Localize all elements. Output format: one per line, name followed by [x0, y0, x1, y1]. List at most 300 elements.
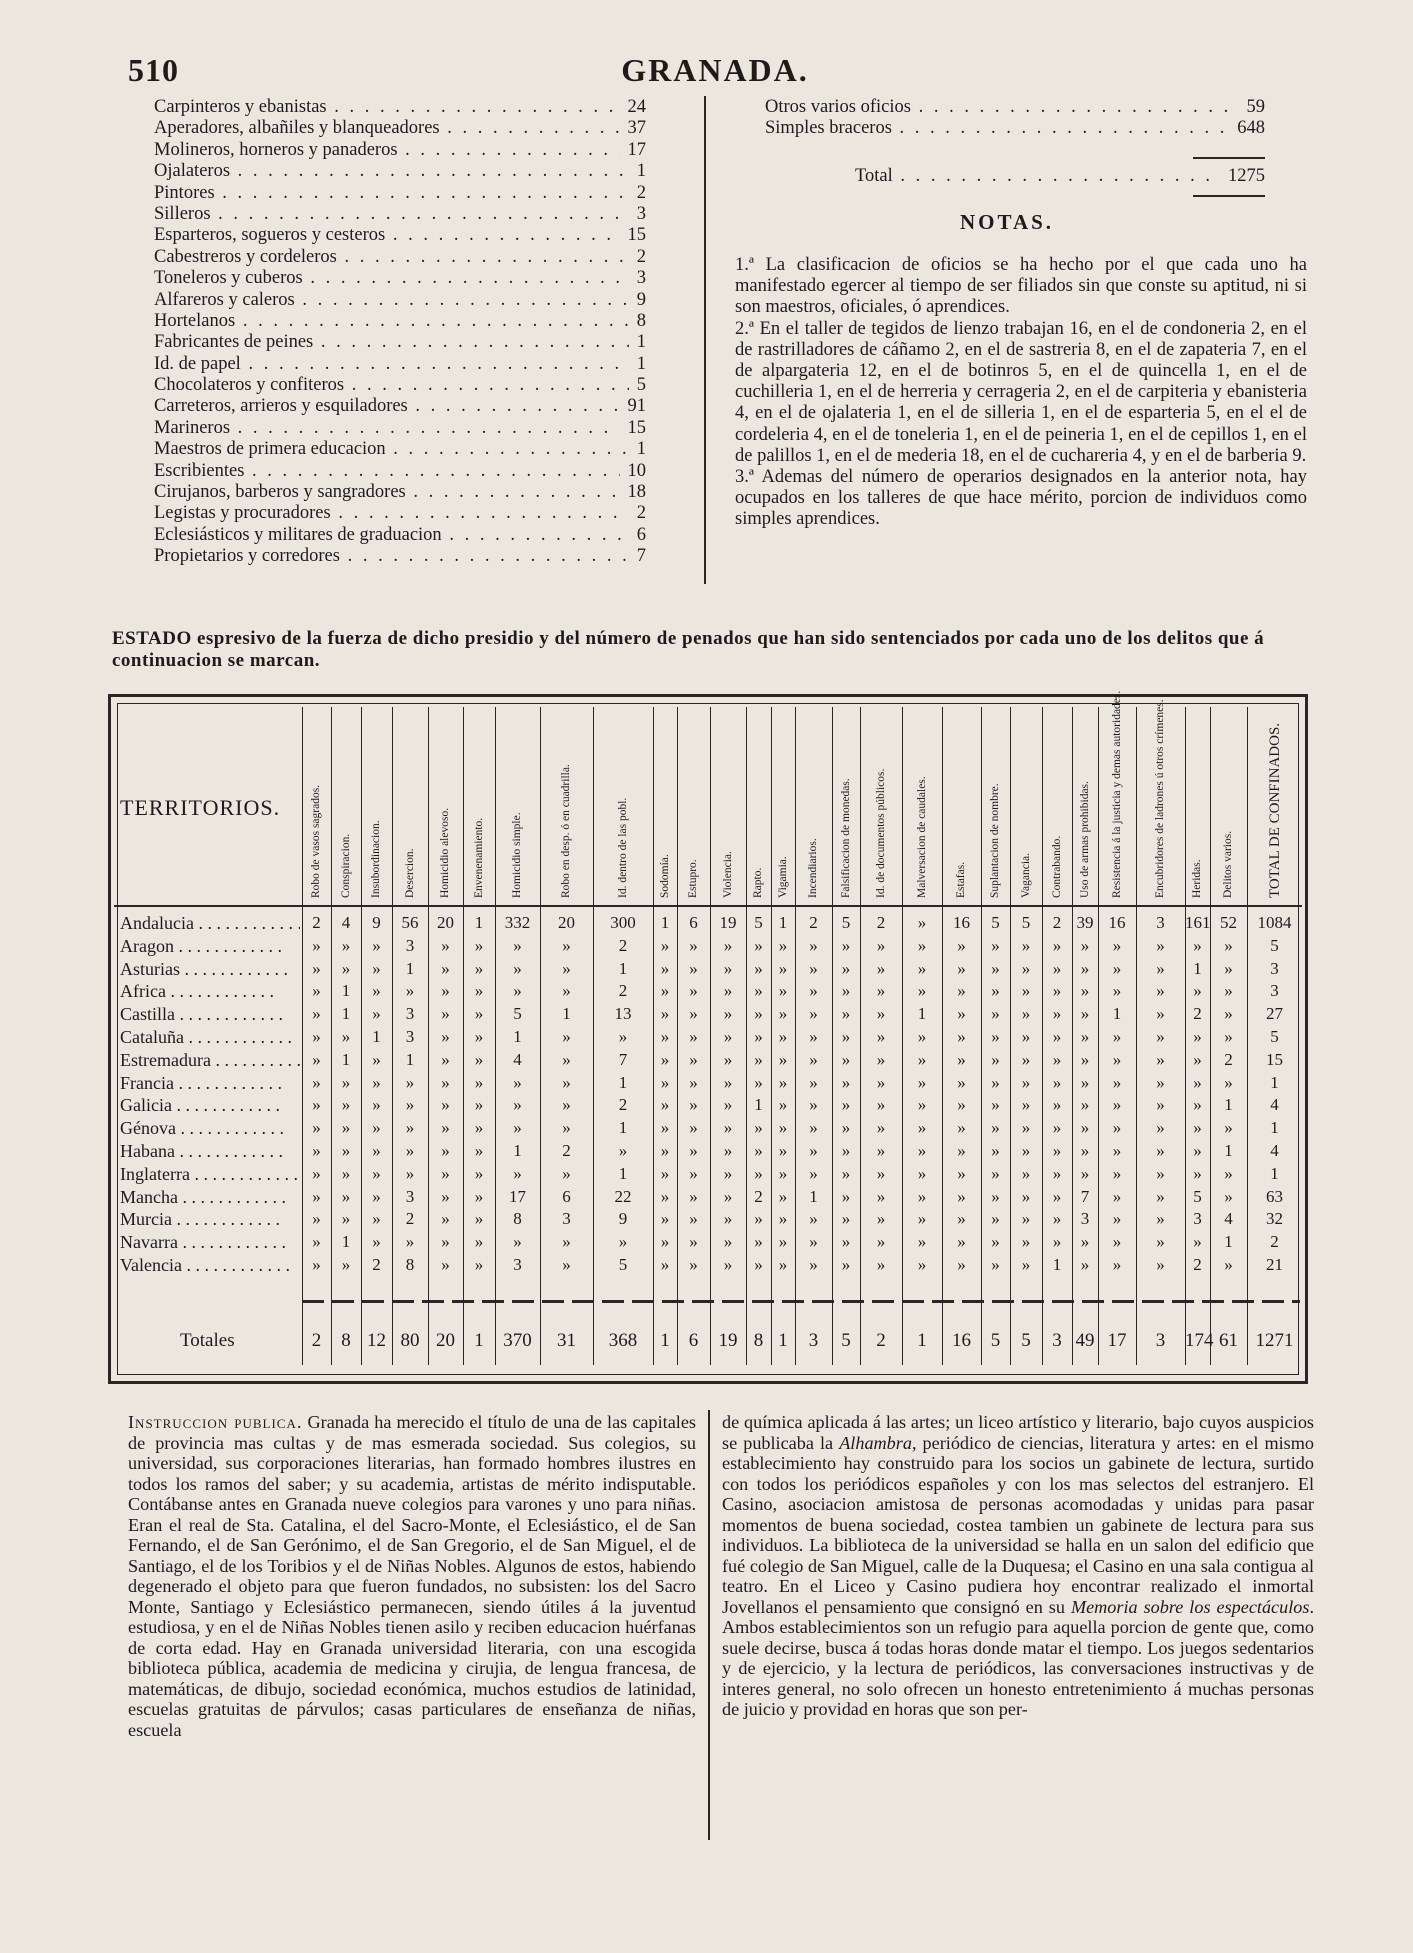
table-cell: 1	[618, 958, 628, 978]
table-cell: »	[562, 1163, 571, 1183]
occupation-label: Escribientes . . .	[154, 461, 646, 482]
table-cell: »	[1080, 1027, 1090, 1046]
column-header-label: Homicidio alevoso.	[439, 807, 451, 898]
table-cell: »	[660, 1049, 670, 1069]
table-cell: 1	[1224, 1232, 1233, 1252]
table-cell: »	[513, 1095, 522, 1115]
table-cell: »	[660, 1209, 670, 1229]
table-cell: »	[841, 1209, 851, 1229]
table-row	[116, 1140, 1302, 1163]
table-cell: »	[991, 1049, 1000, 1069]
table-cell: »	[723, 1118, 733, 1138]
totals-cell: 16	[952, 1330, 971, 1351]
occupation-label: Carpinteros y ebanistas . . .	[154, 97, 646, 118]
totals-cell: 1	[474, 1330, 484, 1351]
table-cell: »	[754, 1004, 763, 1024]
table-cell: »	[1156, 1186, 1165, 1206]
table-cell: »	[754, 1141, 763, 1160]
table-cell: »	[809, 1232, 818, 1252]
occupation-value: 8	[629, 311, 646, 332]
table-cell: »	[754, 1072, 763, 1092]
occupation-label: Propietarios y corredores . . .	[154, 546, 646, 567]
table-cell: 5	[754, 913, 763, 932]
table-cell: »	[809, 1072, 818, 1092]
totals-cell: 2	[311, 1330, 322, 1351]
table-row	[116, 1072, 1302, 1095]
table-cell: »	[991, 1118, 1000, 1138]
territory-name: Galicia . . .	[120, 1094, 300, 1117]
table-cell: »	[1080, 1004, 1090, 1024]
table-cell: »	[474, 1255, 484, 1274]
table-cell: »	[1112, 958, 1122, 978]
table-cell: »	[312, 1186, 321, 1206]
total-label: Total . . .	[855, 166, 1265, 186]
table-cell: »	[754, 1255, 763, 1274]
table-cell: »	[778, 1027, 788, 1046]
table-cell: »	[917, 1163, 927, 1183]
occupation-row	[154, 268, 646, 289]
table-cell: »	[809, 1049, 818, 1069]
table-cell: »	[754, 1209, 763, 1229]
table-cell: 3	[405, 935, 415, 955]
table-cell: »	[341, 1209, 351, 1229]
table-cell: »	[917, 981, 927, 1001]
table-cell: 1	[341, 981, 351, 1001]
note-1: 1.ª La clasificacion de oficios se ha hecho por el que cada uno ha manifestado egercer al tiempo de ser filiados sin que conste su aptitud, ni si son maestros, oficiales, ó aprendices.	[735, 255, 1307, 318]
table-cell: »	[1193, 935, 1202, 955]
table-cell: 1	[618, 1072, 628, 1092]
table-cell: »	[474, 1027, 484, 1046]
table-cell: »	[1080, 958, 1090, 978]
table-cell: »	[1224, 1004, 1233, 1024]
column-header	[795, 715, 832, 900]
occupation-label: Esparteros, sogueros y cesteros . . .	[154, 225, 646, 246]
column-header	[710, 715, 746, 900]
table-cell: »	[441, 1141, 450, 1160]
table-cell: »	[372, 1186, 381, 1206]
table-cell: »	[723, 935, 733, 955]
table-cell: »	[405, 1163, 415, 1183]
totals-cell: 3	[1052, 1330, 1062, 1351]
table-cell: »	[1156, 1072, 1165, 1092]
table-cell: »	[991, 981, 1000, 1001]
column-header	[653, 715, 677, 900]
table-cell: »	[312, 1163, 321, 1183]
column-header	[1136, 698, 1185, 900]
table-cell: »	[754, 1232, 763, 1252]
table-cell: »	[1052, 1118, 1062, 1138]
table-cell: 5	[991, 913, 1000, 932]
table-cell: 2	[1193, 1004, 1202, 1024]
table-cell: »	[957, 1027, 966, 1046]
table-cell: »	[754, 1027, 763, 1046]
occupation-value: 3	[629, 268, 646, 289]
territory-name: Inglaterra . . .	[120, 1163, 300, 1186]
table-cell: »	[562, 1095, 571, 1115]
table-cell: »	[841, 1004, 851, 1024]
table-cell: »	[1112, 1072, 1122, 1092]
table-cell: »	[1080, 1141, 1090, 1160]
table-cell: 3	[1080, 1209, 1090, 1229]
table-cell: »	[372, 981, 381, 1001]
table-cell: »	[1052, 1163, 1062, 1183]
occupation-value: 1	[629, 439, 646, 460]
table-cell: »	[1112, 1118, 1122, 1138]
total-row	[855, 166, 1265, 187]
table-cell: »	[1156, 981, 1165, 1001]
table-cell: »	[660, 1186, 670, 1206]
table-cell: »	[809, 1118, 818, 1138]
occupation-label: Aperadores, albañiles y blanqueadores . . .	[154, 118, 646, 139]
table-cell: »	[841, 1027, 851, 1046]
table-row	[116, 1208, 1302, 1231]
table-cell: 19	[719, 913, 737, 932]
table-cell: »	[1224, 1072, 1233, 1092]
table-cell: »	[341, 1163, 351, 1183]
table-cell: »	[991, 958, 1000, 978]
column-header-label: Heridas.	[1191, 858, 1203, 898]
table-cell: »	[809, 1027, 818, 1046]
table-cell: »	[372, 1118, 381, 1138]
table-cell: »	[1112, 935, 1122, 955]
table-cell: »	[372, 1232, 381, 1252]
table-cell: »	[809, 935, 818, 955]
table-cell: »	[474, 1118, 484, 1138]
occupation-value: 5	[629, 375, 646, 396]
table-cell: »	[312, 1209, 321, 1229]
column-header-label: Delitos varios.	[1222, 830, 1234, 898]
column-header-label: Desercion.	[403, 848, 416, 898]
right-text-before: de química aplicada á las artes; un liceo artístico y literario, bajo cuyos auspicios se publicaba la	[722, 1412, 1314, 1453]
table-cell: 4	[513, 1049, 522, 1069]
column-header	[361, 715, 392, 900]
table-cell: »	[312, 958, 321, 978]
occupation-value: 2	[629, 183, 646, 204]
occupation-row	[154, 311, 646, 332]
column-header	[495, 715, 540, 900]
occupation-label: Chocolateros y confiteros . . .	[154, 375, 646, 396]
table-cell: 332	[504, 913, 531, 932]
table-cell: »	[723, 1095, 733, 1115]
table-row	[116, 1049, 1302, 1072]
table-cell: »	[841, 1095, 851, 1115]
table-cell: »	[660, 1255, 670, 1274]
table-cell: 5	[1193, 1186, 1202, 1206]
table-cell: »	[660, 958, 670, 978]
table-cell: »	[876, 1049, 886, 1069]
totals-cell: 1271	[1255, 1330, 1294, 1351]
occupations-left-list	[154, 97, 646, 568]
column-header-label: Vigamia.	[776, 855, 789, 898]
table-cell: 15	[1266, 1049, 1283, 1069]
table-cell: »	[1080, 935, 1090, 955]
table-cell: »	[778, 1141, 788, 1160]
table-cell: »	[841, 1186, 851, 1206]
table-cell: »	[917, 1072, 927, 1092]
table-cell: »	[876, 1072, 886, 1092]
table-row	[116, 1003, 1302, 1026]
table-cell: »	[1021, 1255, 1031, 1274]
table-cell: 1	[372, 1027, 381, 1046]
occupation-value: 7	[629, 546, 646, 567]
table-cell: 3	[405, 1027, 415, 1046]
territory-name: Africa . . .	[120, 980, 300, 1003]
occupation-value: 1	[629, 354, 646, 375]
totals-cell: 80	[400, 1330, 420, 1351]
table-cell: »	[809, 981, 818, 1001]
table-cell: »	[660, 981, 670, 1001]
table-cell: »	[441, 1255, 450, 1274]
table-cell: 17	[509, 1186, 526, 1206]
table-cell: 16	[953, 913, 970, 932]
total-rule-bottom	[1193, 195, 1265, 197]
table-cell: »	[562, 1027, 571, 1046]
table-cell: »	[1052, 1232, 1062, 1252]
totals-cell: 1	[917, 1330, 927, 1351]
table-cell: »	[778, 1004, 788, 1024]
table-cell: »	[341, 958, 351, 978]
occupation-value: 1	[629, 332, 646, 353]
table-cell: »	[312, 981, 321, 1001]
column-header	[860, 715, 902, 900]
table-cell: »	[689, 1027, 698, 1046]
table-cell: »	[1193, 1141, 1202, 1160]
occupation-row	[154, 396, 646, 417]
table-cell: »	[341, 1118, 351, 1138]
table-cell: »	[809, 1163, 818, 1183]
column-header	[463, 715, 495, 900]
table-cell: »	[957, 1095, 966, 1115]
table-cell: »	[405, 1118, 415, 1138]
table-cell: 1	[1270, 1118, 1279, 1138]
table-cell: »	[917, 1232, 927, 1252]
memoria-title: Memoria sobre los espectáculos	[1070, 1596, 1310, 1617]
table-cell: »	[917, 1255, 927, 1274]
table-cell: »	[689, 1072, 698, 1092]
territory-name: Habana . . .	[120, 1140, 300, 1163]
table-cell: »	[1224, 1027, 1233, 1046]
table-cell: »	[1021, 1163, 1031, 1183]
column-header-label: Contrabando.	[1050, 835, 1063, 898]
table-cell: »	[618, 1141, 628, 1160]
table-cell: »	[618, 1027, 628, 1046]
table-cell: »	[1156, 1118, 1165, 1138]
table-cell: »	[778, 1095, 788, 1115]
occupation-extra-label: Simples braceros . . .	[765, 118, 1265, 139]
table-cell: »	[1080, 1118, 1090, 1138]
table-cell: »	[754, 958, 763, 978]
table-cell: »	[341, 1141, 351, 1160]
table-cell: »	[441, 1095, 450, 1115]
table-cell: »	[689, 1186, 698, 1206]
table-cell: 7	[618, 1049, 628, 1069]
table-cell: »	[405, 1232, 415, 1252]
column-header-label: Violencia.	[721, 850, 734, 898]
table-cell: »	[723, 1255, 733, 1274]
occupation-value: 9	[629, 290, 646, 311]
column-header	[981, 715, 1010, 900]
table-cell: »	[991, 1027, 1000, 1046]
table-cell: »	[1193, 1232, 1202, 1252]
table-cell: 1	[341, 1004, 351, 1024]
table-cell: »	[660, 1163, 670, 1183]
occupation-label: Id. de papel . . .	[154, 354, 646, 375]
occupation-extra-value: 648	[1229, 118, 1265, 139]
table-cell: »	[754, 981, 763, 1001]
totals-cell: 61	[1219, 1330, 1238, 1351]
column-header-label: Id. dentro de las pobl.	[616, 797, 629, 898]
table-cell: 1084	[1257, 913, 1292, 932]
table-cell: »	[1156, 958, 1165, 978]
table-row	[116, 958, 1302, 981]
table-cell: »	[991, 935, 1000, 955]
table-cell: »	[876, 1163, 886, 1183]
territory-name: Estremadura . . .	[120, 1049, 300, 1072]
table-cell: »	[441, 1232, 450, 1252]
table-cell: »	[876, 935, 886, 955]
table-cell: »	[312, 1049, 321, 1069]
occupation-extra-row	[765, 97, 1265, 118]
occupation-value: 15	[620, 225, 647, 246]
table-cell: 4	[1270, 1095, 1279, 1115]
table-cell: »	[372, 1095, 381, 1115]
table-cell: »	[341, 1027, 351, 1046]
table-cell: »	[723, 1004, 733, 1024]
totals-cell: 12	[367, 1330, 386, 1351]
table-cell: 4	[1224, 1209, 1233, 1229]
column-header	[746, 715, 771, 900]
table-cell: 1	[1224, 1095, 1233, 1115]
table-cell: »	[1021, 1004, 1031, 1024]
table-cell: »	[876, 1186, 886, 1206]
table-cell: »	[1052, 958, 1062, 978]
occupation-value: 91	[620, 396, 647, 417]
column-header-label: Id. de documentos públicos.	[874, 768, 887, 898]
table-cell: 1	[562, 1004, 571, 1024]
territory-name: Navarra . . .	[120, 1231, 300, 1254]
column-header	[1210, 715, 1247, 900]
table-header-rule	[114, 905, 1302, 907]
table-cell: »	[1052, 1004, 1062, 1024]
table-cell: »	[372, 1209, 381, 1229]
table-cell: »	[778, 935, 788, 955]
table-cell: »	[991, 1141, 1000, 1160]
table-cell: »	[1080, 1049, 1090, 1069]
table-cell: »	[1080, 1232, 1090, 1252]
table-cell: »	[1156, 1095, 1165, 1115]
table-cell: 1	[1270, 1163, 1279, 1183]
occupation-value: 17	[620, 140, 647, 161]
table-cell: »	[1052, 1049, 1062, 1069]
table-cell: »	[778, 958, 788, 978]
table-cell: »	[754, 935, 763, 955]
table-cell: 27	[1266, 1004, 1283, 1024]
table-cell: »	[689, 1255, 698, 1274]
table-cell: »	[562, 958, 571, 978]
occupation-value: 2	[629, 503, 646, 524]
table-row	[116, 1026, 1302, 1049]
table-cell: »	[723, 1232, 733, 1252]
table-cell: »	[441, 1163, 450, 1183]
table-cell: 1	[1270, 1072, 1279, 1092]
table-cell: »	[441, 1049, 450, 1069]
occupation-label: Alfareros y caleros . . .	[154, 290, 646, 311]
table-cell: »	[689, 1141, 698, 1160]
table-cell: »	[312, 1095, 321, 1115]
column-header	[593, 715, 653, 900]
occupation-row	[154, 482, 646, 503]
occupation-value: 6	[629, 525, 646, 546]
table-cell: »	[1156, 1163, 1165, 1183]
table-cell: »	[1052, 935, 1062, 955]
table-cell: »	[1080, 1072, 1090, 1092]
table-cell: »	[876, 958, 886, 978]
table-cell: »	[917, 1118, 927, 1138]
table-cell: »	[312, 935, 321, 955]
table-cell: »	[841, 1255, 851, 1274]
table-cell: »	[1021, 1232, 1031, 1252]
table-cell: »	[341, 935, 351, 955]
occupation-row	[154, 525, 646, 546]
table-cell: »	[1193, 1049, 1202, 1069]
table-cell: 2	[809, 913, 818, 932]
table-cell: 3	[405, 1004, 415, 1024]
table-cell: 1	[1193, 958, 1202, 978]
table-cell: 63	[1266, 1186, 1283, 1206]
table-cell: »	[809, 958, 818, 978]
table-cell: »	[1193, 1095, 1202, 1115]
occupation-row	[154, 225, 646, 246]
table-cell: »	[405, 1072, 415, 1092]
table-cell: »	[474, 958, 484, 978]
territory-name: Mancha . . .	[120, 1186, 300, 1209]
table-cell: 2	[618, 981, 628, 1001]
table-cell: 2	[876, 913, 886, 932]
table-cell: 20	[437, 913, 454, 932]
left-column-body: Granada ha merecido el título de una de las capitales de provincia mas cultas y de mas esmerada sociedad. Sus colegios, su universidad, sus corporaciones literarias, han formado hombres ilustres en todos los ramos del saber; y su academia, artistas de mérito indisputable. Contábanse antes en Granada nueve colegios para varones y uno para niñas. Eran el real de Sta. Catalina, el del Sacro-Monte, el Eclesiástico, el de San Fernando, el de San Gerónimo, el de San Gregorio, el de San Miguel, el de Santiago, el de los Toribios y el de Niñas Nobles. Algunos de estos, habiendo degenerado el objeto para que fueron fundados, no subsisten: los del Sacro Monte, Santiago y Eclesiástico permanecen, siendo útiles á la juventud estudiosa, y en el de Niñas Nobles tienen asilo y reciben educacion huérfanas de corta edad. Hay en Granada universidad literaria, con una escogida biblioteca pública, academia de medicina y cirujia, de lengua francesa, de matemáticas, de dibujo, sociedad económica, muchos estudios de latinidad, escuelas gratuitas de párvulos; casas particulares de enseñanza de niñas, escuela	[128, 1412, 696, 1740]
table-cell: 2	[1224, 1049, 1233, 1069]
occupation-label: Legistas y procuradores . . .	[154, 503, 646, 524]
table-cell: »	[441, 981, 450, 1001]
table-cell: »	[841, 981, 851, 1001]
page-number: 510	[128, 52, 179, 88]
totals-row	[116, 1328, 1302, 1354]
territory-name: Francia . . .	[120, 1072, 300, 1095]
table-cell: »	[876, 1209, 886, 1229]
table-row	[116, 1163, 1302, 1186]
table-cell: »	[689, 1004, 698, 1024]
table-cell: »	[841, 1118, 851, 1138]
table-cell: 6	[689, 913, 698, 932]
table-cell: »	[474, 1072, 484, 1092]
table-cell: »	[474, 1209, 484, 1229]
table-cell: »	[1156, 1209, 1165, 1229]
table-cell: 7	[1080, 1186, 1090, 1206]
notes	[735, 255, 1307, 531]
table-cell: »	[405, 1095, 415, 1115]
table-cell: »	[1112, 1049, 1122, 1069]
table-cell: »	[1156, 1141, 1165, 1160]
table-cell: »	[723, 1049, 733, 1069]
table-cell: »	[441, 1118, 450, 1138]
table-cell: »	[1224, 1186, 1233, 1206]
occupation-extra-value: 59	[1239, 97, 1266, 118]
table-cell: »	[778, 1255, 788, 1274]
table-cell: 4	[341, 913, 351, 932]
table-cell: »	[917, 913, 927, 932]
table-cell: »	[991, 1232, 1000, 1252]
table-cell: »	[689, 958, 698, 978]
